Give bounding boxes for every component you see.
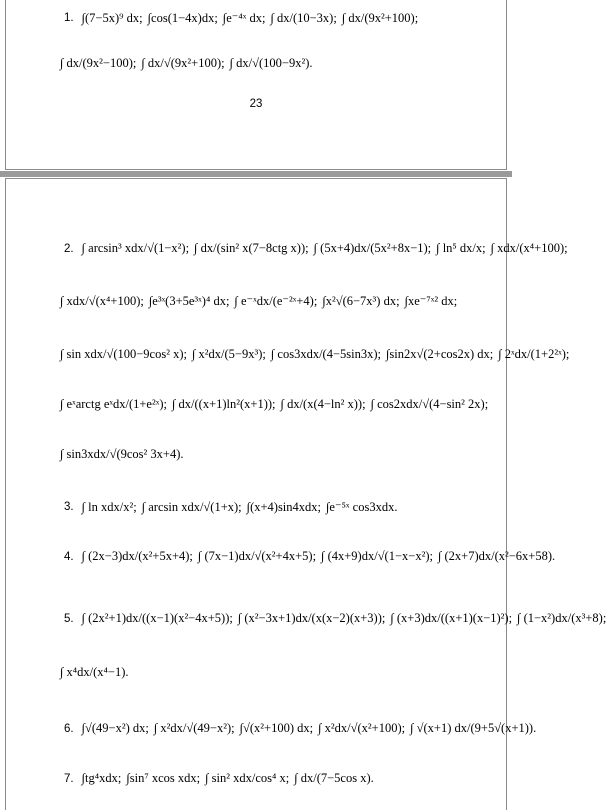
integral: ∫ xdx/√(x⁴+100); bbox=[60, 293, 144, 308]
integral: ∫ e⁻ˣdx/(e⁻²ˣ+4); bbox=[234, 294, 318, 308]
integral: ∫ x⁴dx/(x⁴−1). bbox=[60, 665, 129, 679]
integral: ∫ ln xdx/x²; bbox=[81, 499, 137, 514]
problem-2-line-5 bbox=[60, 447, 506, 462]
integral: ∫ dx/(10−3x); bbox=[270, 10, 337, 25]
integral: ∫ (x²−3x+1)dx/(x(x−2)(x+3)); bbox=[237, 611, 386, 625]
problem-2-line-4 bbox=[60, 397, 506, 412]
problem-7-line-1 bbox=[64, 771, 506, 786]
problem-5-line-1 bbox=[64, 611, 606, 626]
integral: ∫ cos3xdx/(4−5sin3x); bbox=[270, 347, 381, 361]
integral: ∫ x²dx/√(49−x²); bbox=[153, 721, 235, 735]
page-number: 23 bbox=[249, 98, 263, 110]
integral: ∫ 2ˣdx/(1+2²ˣ); bbox=[498, 347, 570, 361]
problem-2-line-3 bbox=[60, 347, 570, 362]
problem-number: 7. bbox=[64, 772, 74, 785]
problem-number: 1. bbox=[64, 12, 74, 24]
integral: ∫tg⁴xdx; bbox=[81, 771, 122, 785]
integral: ∫sin⁷ xcos xdx; bbox=[126, 771, 201, 785]
integral: ∫ dx/(sin² x(7−8ctg x)); bbox=[194, 241, 309, 255]
integral: ∫e³ˣ(3+5e³ˣ)⁴ dx; bbox=[148, 293, 230, 308]
integral: ∫ dx/(7−5cos x). bbox=[294, 771, 374, 785]
integral: ∫ eˣarctg eˣdx/(1+e²ˣ); bbox=[60, 397, 167, 411]
integral: ∫sin2x√(2+cos2x) dx; bbox=[385, 347, 494, 361]
integral: ∫ sin xdx/√(100−9cos² x); bbox=[60, 347, 187, 361]
integral: ∫ sin² xdx/cos⁴ x; bbox=[205, 771, 290, 785]
problem-2-line-2 bbox=[60, 293, 506, 309]
problem-number: 5. bbox=[64, 612, 74, 625]
integral: ∫ dx/√(100−9x²). bbox=[229, 56, 313, 70]
problem-4-line-1 bbox=[64, 549, 556, 564]
integral: ∫ dx/(x(4−ln² x)); bbox=[280, 397, 366, 411]
integral: ∫ (2x+7)dx/(x²−6x+58). bbox=[437, 549, 556, 563]
integral: ∫ xdx/(x⁴+100); bbox=[490, 241, 568, 255]
page-separator bbox=[0, 171, 512, 177]
problem-1-line-2 bbox=[60, 56, 506, 71]
integral: ∫ dx/(9x²+100); bbox=[341, 10, 419, 25]
integral: ∫ (2x²+1)dx/((x−1)(x²−4x+5)); bbox=[81, 611, 233, 625]
integral: ∫ arcsin³ xdx/√(1−x²); bbox=[81, 241, 190, 255]
integral: ∫xe⁻⁷ˣ² dx; bbox=[404, 294, 458, 308]
integral: ∫√(x²+100) dx; bbox=[239, 721, 314, 735]
integral: ∫ (1−x²)dx/(x³+8); bbox=[517, 611, 606, 625]
page-top bbox=[5, 0, 507, 170]
problem-number: 2. bbox=[64, 242, 74, 255]
integral: ∫ (7x−1)dx/√(x²+4x+5); bbox=[197, 549, 317, 563]
integral: ∫ dx/(9x²−100); bbox=[60, 56, 137, 70]
integral: ∫ (x+3)dx/((x+1)(x−1)²); bbox=[390, 611, 513, 625]
integral: ∫ x²dx/(5−9x³); bbox=[191, 347, 266, 361]
integral: ∫e⁻⁵ˣ cos3xdx. bbox=[326, 500, 398, 514]
integral: ∫x²√(6−7x³) dx; bbox=[322, 293, 400, 308]
integral: ∫ ln⁵ dx/x; bbox=[436, 241, 486, 255]
integral: ∫√(49−x²) dx; bbox=[81, 721, 149, 735]
problem-number: 6. bbox=[64, 722, 74, 735]
integral: ∫ cos2xdx/√(4−sin² 2x); bbox=[370, 397, 489, 411]
integral: ∫ √(x+1) dx/(9+5√(x+1)). bbox=[410, 721, 537, 735]
integral: ∫(x+4)sin4xdx; bbox=[246, 499, 321, 514]
integral: ∫ (5x+4)dx/(5x²+8x−1); bbox=[313, 241, 432, 255]
problem-5-line-2 bbox=[60, 665, 506, 680]
integral: ∫cos(1−4x)dx; bbox=[147, 10, 218, 25]
problem-number: 3. bbox=[64, 501, 74, 513]
problem-2-line-1 bbox=[64, 241, 568, 256]
page-bottom bbox=[5, 178, 606, 810]
problem-3-line-1 bbox=[64, 499, 506, 515]
problem-6-line-1 bbox=[64, 721, 537, 736]
integral: ∫ sin3xdx/√(9cos² 3x+4). bbox=[60, 447, 184, 461]
integral: ∫ dx/√(9x²+100); bbox=[141, 56, 225, 70]
integral: ∫ x²dx/√(x²+100); bbox=[318, 721, 406, 735]
integral: ∫(7−5x)⁹ dx; bbox=[81, 10, 143, 25]
integral: ∫ (4x+9)dx/√(1−x−x²); bbox=[321, 549, 433, 563]
integral: ∫ dx/((x+1)ln²(x+1)); bbox=[171, 397, 276, 411]
problem-1-line-1 bbox=[64, 10, 506, 26]
problem-number: 4. bbox=[64, 550, 74, 563]
integral: ∫e⁻⁴ˣ dx; bbox=[222, 11, 266, 25]
integral: ∫ (2x−3)dx/(x²+5x+4); bbox=[81, 549, 193, 563]
integral: ∫ arcsin xdx/√(1+x); bbox=[141, 499, 242, 514]
